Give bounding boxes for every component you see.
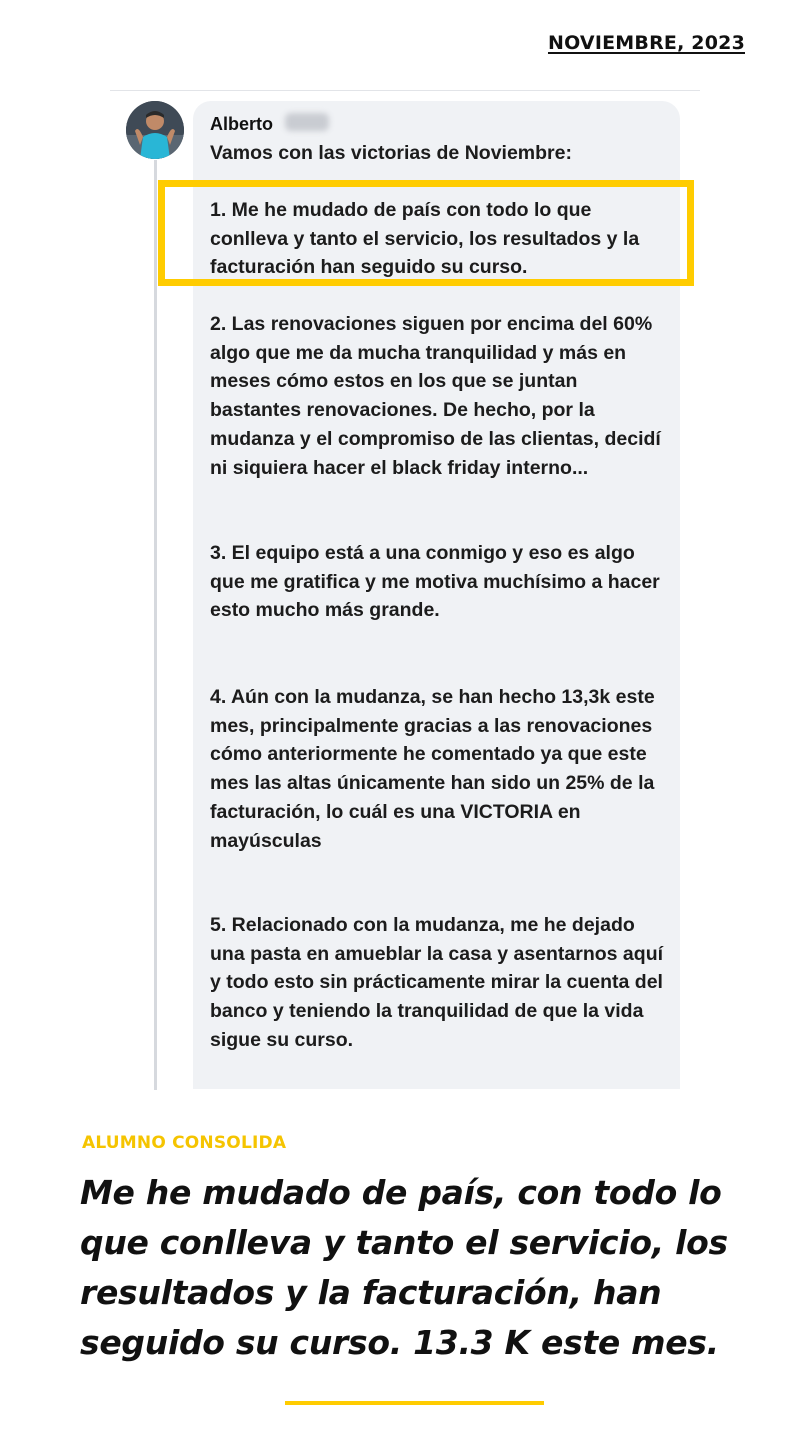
divider [110, 90, 700, 91]
comment-intro: Vamos con las victorias de Noviembre: [210, 142, 572, 164]
author-name[interactable]: Alberto [210, 114, 273, 134]
highlight-box [158, 180, 694, 286]
victory-item-3: 3. El equipo está a una conmigo y eso es algo que me gratifica y me motiva muchísimo a hacer esto mucho más grande. [210, 542, 660, 622]
victory-item-5: 5. Relacionado con la mudanza, me he dejado una pasta en amueblar la casa y asentarnos aquí y todo esto sin prácticamente mirar la cuenta del banco y teniendo la tranquilidad de que la vida sigue su curso. [210, 914, 664, 1051]
testimonial-quote: Me he mudado de país, con todo lo que conlleva y tanto el servicio, los resultados y la facturación, han seguido su curso. 13.3 K este mes. [80, 1173, 728, 1362]
victory-item-1: 1. Me he mudado de país con todo lo que conlleva y tanto el servicio, los resultados y la facturación han seguido su curso. [210, 199, 640, 279]
author-avatar[interactable] [126, 101, 184, 159]
victory-item-4: 4. Aún con la mudanza, se han hecho 13,3k este mes, principalmente gracias a las renovaciones cómo anteriormente he comentado ya que este mes las altas únicamente han sido un 25% de la facturación, lo cuál es una VICTORIA en mayúsculas [210, 686, 655, 852]
date-heading: NOVIEMBRE, 2023 [547, 32, 745, 54]
victory-item-2: 2. Las renovaciones siguen por encima del 60% algo que me da mucha tranquilidad y más en meses cómo estos en los que se juntan bastantes renovaciones. De hecho, por la mudanza y el compromiso de las clientas, decidí ni siquiera hacer el black friday interno... [210, 313, 661, 479]
avatar-photo-icon [126, 101, 184, 159]
accent-rule [285, 1401, 544, 1405]
testimonial-tag: ALUMNO CONSOLIDA [82, 1133, 287, 1153]
blurred-surname [285, 113, 329, 131]
thread-line [154, 160, 157, 1090]
